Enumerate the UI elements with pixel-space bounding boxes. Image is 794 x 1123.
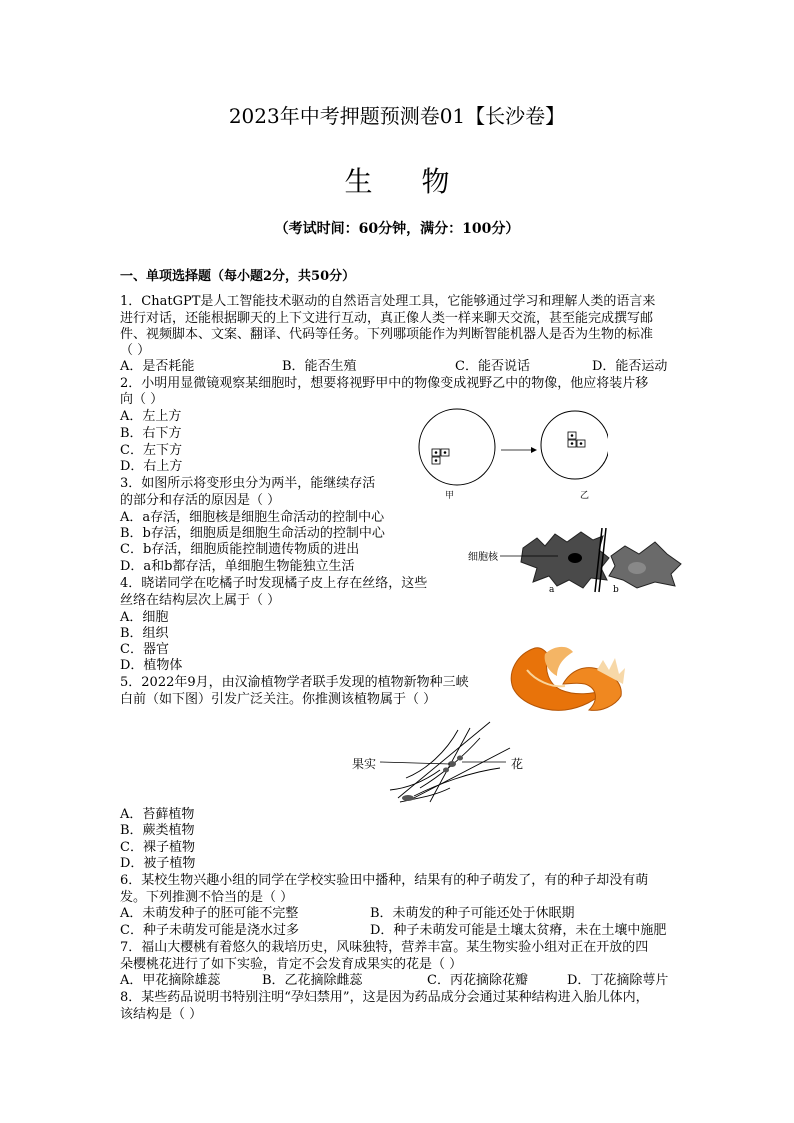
q1-line3: 件、视频脚本、文案、翻译、代码等任务。下列哪项能作为判断智能机器人是否为生物的标准 [120, 327, 654, 342]
flower-label: 花 [511, 757, 524, 771]
q4-option-a: A．细胞 [120, 610, 169, 625]
q1-line4: （ ） [120, 343, 151, 358]
q7-option-b: B．乙花摘除雌蕊 [262, 973, 363, 988]
q4-option-b: B．组织 [120, 626, 169, 641]
part-a-label: a [549, 585, 555, 595]
microscope-field-figure [418, 405, 608, 500]
q2-option-c: C．左下方 [120, 443, 182, 458]
q1-option-a: A．是否耗能 [120, 359, 195, 374]
field-jia-label: 甲 [445, 491, 455, 501]
q5-line2: 白前（如下图）引发广泛关注。你推测该植物属于（ ） [120, 692, 437, 707]
q8-line1: 8．某些药品说明书特别注明“孕妇禁用”，这是因为药品成分会通过某种结构进入胎儿体内， [120, 990, 649, 1005]
q1-option-c: C．能否说话 [455, 359, 530, 374]
nucleus-pointer [500, 554, 560, 560]
q5-option-d: D．被子植物 [120, 856, 196, 871]
q6-option-d: D．种子未萌发可能是土壤太贫瘠，未在土壤中施肥 [370, 923, 667, 938]
q1-line1: 1．ChatGPT是人工智能技术驱动的自然语言处理工具，它能够通过学习和理解人类的语言来 [120, 294, 656, 309]
q2-line2: 向（ ） [120, 392, 164, 407]
q3-option-b: B．b存活，细胞质是细胞生命活动的控制中心 [120, 526, 385, 541]
q4-option-d: D．植物体 [120, 658, 183, 673]
q1-line2: 进行对话，还能根据聊天的上下文进行互动，真正像人类一样来聊天交流，甚至能完成撰写邮 [120, 311, 654, 326]
section-heading: 一、单项选择题（每小题2分，共50分） [120, 269, 356, 284]
q7-line2: 朵樱桃花进行了如下实验，肯定不会发育成果实的花是（ ） [120, 957, 463, 972]
q3-line1: 3．如图所示将变形虫分为两半，能继续存活 [120, 476, 376, 491]
q3-line2: 的部分和存活的原因是（ ） [120, 493, 281, 508]
q2-option-a: A．左上方 [120, 409, 182, 424]
q8-line2: 该结构是（ ） [120, 1007, 203, 1022]
q5-option-a: A．苔藓植物 [120, 807, 195, 822]
orange-peel-figure [505, 640, 630, 715]
q6-option-c: C．种子未萌发可能是浇水过多 [120, 923, 299, 938]
q6-option-b: B．未萌发的种子可能还处于休眠期 [370, 906, 575, 921]
q7-option-d: D．丁花摘除萼片 [567, 973, 669, 988]
q5-line1: 5．2022年9月，由汉渝植物学者联手发现的植物新物种三峡 [120, 675, 469, 690]
q6-line1: 6．某校生物兴趣小组的同学在学校实验田中播种，结果有的种子萌发了，有的种子却没有萌 [120, 873, 649, 888]
q4-line2: 丝络在结构层次上属于（ ） [120, 593, 281, 608]
q5-option-b: B．蕨类植物 [120, 823, 195, 838]
q5-option-c: C．裸子植物 [120, 840, 195, 855]
q2-option-b: B．右下方 [120, 426, 182, 441]
q7-line1: 7．福山大樱桃有着悠久的栽培历史，风味独特，营养丰富。某生物实验小组对正在开放的四 [120, 940, 649, 955]
q4-option-c: C．器官 [120, 642, 169, 657]
nucleus-label: 细胞核 [468, 552, 498, 563]
q3-option-d: D．a和b都存活，单细胞生物能独立生活 [120, 559, 355, 574]
fruit-label: 果实 [352, 757, 377, 771]
q1-option-d: D．能否运动 [592, 359, 668, 374]
q3-option-c: C．b存活，细胞质能控制遗传物质的进出 [120, 542, 360, 557]
q4-line1: 4．晓诺同学在吃橘子时发现橘子皮上存在丝络，这些 [120, 576, 428, 591]
subject-title: 生 物 [344, 165, 470, 198]
q7-option-a: A．甲花摘除雄蕊 [120, 973, 221, 988]
q2-line1: 2．小明用显微镜观察某细胞时，想要将视野甲中的物像变成视野乙中的物像，他应将装片移 [120, 376, 649, 391]
part-b-label: b [613, 585, 619, 595]
field-yi-label: 乙 [580, 491, 590, 501]
q1-option-b: B．能否生殖 [282, 359, 357, 374]
page-title: 2023年中考押题预测卷01【长沙卷】 [228, 104, 566, 128]
q6-option-a: A．未萌发种子的胚可能不完整 [120, 906, 299, 921]
q6-line2: 发。下列推测不恰当的是（ ） [120, 890, 294, 905]
q2-option-d: D．右上方 [120, 459, 183, 474]
q3-option-a: A．a存活，细胞核是细胞生命活动的控制中心 [120, 510, 385, 525]
exam-note: （考试时间：60分钟，满分：100分） [274, 221, 520, 237]
q7-option-c: C．丙花摘除花瓣 [427, 973, 528, 988]
amoeba-figure [515, 528, 685, 598]
